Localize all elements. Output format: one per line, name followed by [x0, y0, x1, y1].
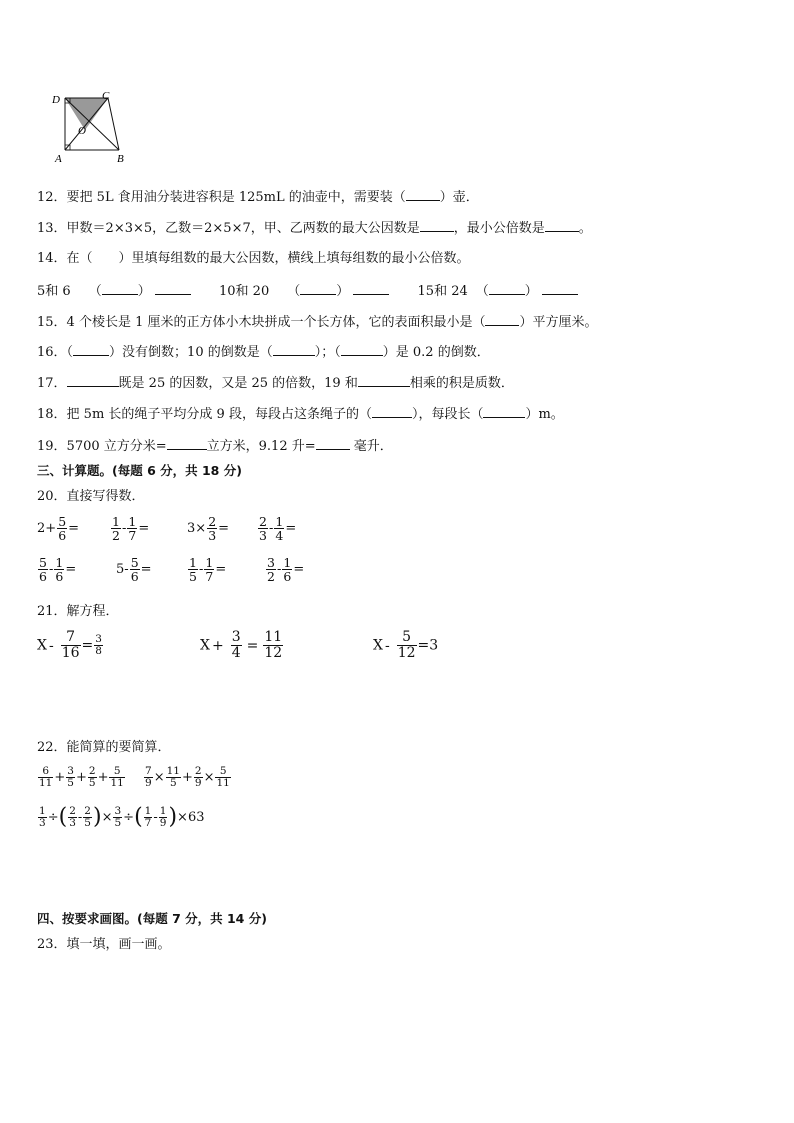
- math-symbol: ): [168, 804, 178, 830]
- numerator: 2: [259, 514, 267, 529]
- fraction: [166, 766, 181, 789]
- math-symbol: =: [138, 521, 150, 536]
- fraction: [258, 515, 268, 542]
- answer-blank[interactable]: [489, 282, 525, 295]
- numerator: 7: [145, 765, 152, 777]
- math-symbol: ÷: [47, 810, 59, 825]
- denominator: 4: [231, 645, 241, 661]
- numerator: 1: [189, 555, 197, 570]
- numerator: 1: [39, 805, 46, 817]
- label-c: C: [102, 90, 110, 102]
- fraction: [109, 766, 124, 789]
- denominator: 5: [84, 817, 91, 829]
- fraction: [130, 556, 140, 583]
- q20-expr-6: [116, 556, 152, 583]
- q20-expr-4: [257, 515, 296, 542]
- label-a: A: [55, 153, 62, 165]
- denominator: 5: [189, 569, 197, 584]
- label-o: O: [78, 125, 86, 137]
- math-symbol: ×: [101, 810, 113, 825]
- fraction: [54, 556, 64, 583]
- fraction: [94, 634, 103, 657]
- math-symbol: (: [58, 804, 68, 830]
- denominator: 16: [61, 645, 80, 661]
- fraction: [61, 630, 81, 661]
- denominator: 5: [169, 777, 177, 789]
- trapezoid-figure: [45, 88, 135, 168]
- denominator: 11: [39, 777, 53, 789]
- denominator: 9: [145, 777, 152, 789]
- denominator: 6: [130, 569, 139, 584]
- answer-blank[interactable]: [316, 437, 350, 450]
- numerator: 6: [38, 766, 53, 778]
- answer-blank[interactable]: [358, 374, 410, 387]
- numerator: 1: [112, 514, 120, 529]
- denominator: 11: [110, 777, 124, 789]
- math-symbol: -: [268, 521, 274, 536]
- math-symbol: -: [153, 810, 158, 825]
- fraction: [204, 556, 214, 583]
- q20-expr-2: [110, 515, 149, 542]
- answer-blank[interactable]: [485, 313, 519, 326]
- fraction: [68, 806, 77, 829]
- math-symbol: X: [373, 637, 383, 654]
- numerator: 3: [267, 555, 275, 570]
- answer-blank[interactable]: [102, 282, 138, 295]
- q20-expr-7: [187, 556, 226, 583]
- numerator: 3: [231, 629, 241, 645]
- denominator: 9: [194, 777, 202, 789]
- math-symbol: -: [48, 562, 54, 577]
- math-symbol: =: [68, 521, 80, 536]
- q20-expr-1: [37, 515, 79, 542]
- math-symbol: =: [246, 637, 259, 654]
- q22-expr-1: [37, 766, 126, 789]
- answer-blank[interactable]: [341, 343, 383, 356]
- fraction: [38, 556, 48, 583]
- denominator: 12: [264, 645, 283, 661]
- math-symbol: ×: [153, 770, 165, 785]
- q20-expr-8: [265, 556, 304, 583]
- question-12: 12．要把 5L 食用油分装进容积是 125mL 的油壶中，需要装（ ）壶．: [37, 190, 479, 205]
- label-d: D: [52, 94, 60, 106]
- numerator: 1: [55, 555, 64, 570]
- q20-expr-3: [187, 515, 229, 542]
- answer-blank[interactable]: [67, 374, 119, 387]
- answer-blank[interactable]: [372, 405, 412, 418]
- fraction: [215, 766, 230, 789]
- question-21-title: 21．解方程．: [37, 604, 119, 619]
- denominator: 8: [95, 645, 102, 657]
- numerator: 3: [114, 805, 122, 817]
- numerator: 2: [88, 765, 96, 777]
- math-symbol: 3: [187, 521, 196, 536]
- numerator: 1: [144, 805, 152, 817]
- denominator: 3: [69, 817, 76, 829]
- fraction: [231, 630, 242, 661]
- denominator: 7: [144, 817, 152, 829]
- math-symbol: -: [121, 521, 127, 536]
- answer-blank[interactable]: [300, 282, 336, 295]
- q21-equation-2: [200, 630, 284, 661]
- math-symbol: =: [293, 562, 305, 577]
- answer-blank[interactable]: [155, 282, 191, 295]
- question-18: 18．把 5m 长的绳子平均分成 9 段，每段占这条绳子的（ ），每段长（ ）m。: [37, 407, 564, 422]
- q22-expr-3: [37, 806, 204, 829]
- denominator: 12: [397, 645, 416, 661]
- numerator: 1: [128, 514, 137, 529]
- numerator: 2: [84, 805, 91, 817]
- question-14: 14．在（ ）里填每组数的最大公因数，横线上填每组数的最小公倍数。: [37, 251, 470, 266]
- question-22-title: 22．能简算的要简算．: [37, 740, 171, 755]
- numerator: 5: [109, 766, 124, 778]
- answer-blank[interactable]: [353, 282, 389, 295]
- math-symbol: =: [218, 521, 230, 536]
- question-16: 16．（ ）没有倒数；10 的倒数是（ ）；（ ）是 0.2 的倒数．: [37, 345, 490, 360]
- fraction: [144, 766, 153, 789]
- numerator: 3: [67, 765, 74, 777]
- q21-equation-1: [37, 630, 104, 661]
- denominator: 2: [112, 528, 120, 543]
- math-symbol: ÷: [123, 810, 135, 825]
- fraction: [207, 515, 217, 542]
- denominator: 6: [55, 569, 64, 584]
- fraction: [397, 630, 417, 661]
- fraction: [83, 806, 92, 829]
- math-symbol: 3: [429, 637, 439, 654]
- answer-blank[interactable]: [167, 437, 207, 450]
- math-symbol: 5: [116, 562, 125, 577]
- math-symbol: ×: [195, 521, 207, 536]
- numerator: 1: [283, 555, 292, 570]
- fraction: [113, 806, 122, 829]
- question-20-title: 20．直接写得数．: [37, 489, 145, 504]
- question-15: 15．4 个棱长是 1 厘米的正方体小木块拼成一个长方体，它的表面积最小是（ ）平方厘米。: [37, 315, 598, 330]
- math-symbol: -: [48, 637, 54, 654]
- numerator: 5: [215, 766, 230, 778]
- denominator: 6: [39, 569, 47, 584]
- answer-blank[interactable]: [545, 219, 579, 232]
- denominator: 4: [275, 528, 284, 543]
- numerator: 11: [166, 765, 180, 777]
- label-b: B: [117, 153, 124, 165]
- math-symbol: ×: [203, 770, 215, 785]
- section-3-heading: 三、计算题。(每题 6 分，共 18 分): [37, 463, 242, 478]
- answer-blank[interactable]: [420, 219, 454, 232]
- numerator: 2: [69, 805, 76, 817]
- numerator: 2: [194, 765, 202, 777]
- answer-blank[interactable]: [273, 343, 315, 356]
- question-19: 19．5700 立方分米= 立方米，9.12 升= 毫升．: [37, 439, 393, 454]
- math-symbol: 63: [187, 810, 205, 825]
- fraction: [266, 556, 276, 583]
- denominator: 7: [128, 528, 137, 543]
- section-4-heading: 四、按要求画图。(每题 7 分，共 14 分): [37, 911, 267, 926]
- math-symbol: +: [181, 770, 193, 785]
- numerator: 5: [130, 555, 139, 570]
- math-symbol: -: [77, 810, 83, 825]
- question-23: 23．填一填，画一画。: [37, 937, 171, 952]
- answer-blank[interactable]: [406, 188, 440, 201]
- fraction: [111, 515, 121, 542]
- denominator: 6: [283, 569, 292, 584]
- numerator: 5: [397, 630, 417, 646]
- denominator: 7: [205, 569, 214, 584]
- numerator: 5: [58, 514, 67, 529]
- denominator: 5: [114, 817, 122, 829]
- edge-cb: [108, 98, 119, 150]
- fraction: [263, 630, 283, 661]
- denominator: 3: [208, 528, 217, 543]
- q22-expr-2: [143, 766, 232, 789]
- numerator: 7: [61, 630, 81, 646]
- answer-blank[interactable]: [483, 405, 525, 418]
- numerator: 2: [208, 514, 217, 529]
- fraction: [66, 766, 75, 789]
- math-symbol: X: [37, 637, 47, 654]
- fraction: [38, 806, 47, 829]
- denominator: 11: [216, 777, 230, 789]
- fraction: [159, 806, 168, 829]
- q20-expr-5: [37, 556, 76, 583]
- math-symbol: -: [276, 562, 282, 577]
- math-symbol: =: [417, 637, 430, 654]
- denominator: 5: [67, 777, 74, 789]
- math-symbol: -: [124, 562, 129, 577]
- fraction: [88, 766, 97, 789]
- numerator: 5: [39, 555, 47, 570]
- math-symbol: +: [75, 770, 87, 785]
- math-symbol: ×: [177, 810, 188, 825]
- math-symbol: -: [198, 562, 204, 577]
- numerator: 1: [205, 555, 214, 570]
- fraction: [144, 806, 153, 829]
- denominator: 2: [267, 569, 275, 584]
- math-symbol: +: [45, 521, 57, 536]
- numerator: 1: [159, 805, 167, 817]
- math-symbol: =: [215, 562, 227, 577]
- math-symbol: -: [384, 637, 390, 654]
- math-symbol: +: [211, 637, 224, 654]
- fraction: [127, 515, 137, 542]
- math-symbol: =: [81, 637, 94, 654]
- denominator: 6: [58, 528, 67, 543]
- shaded-triangle: [65, 98, 108, 130]
- math-symbol: =: [140, 562, 152, 577]
- fraction: [38, 766, 53, 789]
- math-symbol: ): [92, 804, 102, 830]
- denominator: 5: [88, 777, 96, 789]
- math-symbol: 2: [37, 521, 46, 536]
- fraction: [57, 515, 67, 542]
- denominator: 9: [159, 817, 167, 829]
- fraction: [188, 556, 198, 583]
- answer-blank[interactable]: [73, 343, 109, 356]
- denominator: 3: [39, 817, 46, 829]
- numerator: 3: [95, 633, 102, 645]
- math-symbol: (: [134, 804, 143, 830]
- fraction: [282, 556, 292, 583]
- fraction: [274, 515, 284, 542]
- q21-equation-3: [373, 630, 438, 661]
- question-13: 13．甲数＝2×3×5，乙数＝2×5×7，甲、乙两数的最大公因数是 ，最小公倍数是 。: [37, 221, 592, 236]
- math-symbol: +: [54, 770, 66, 785]
- math-symbol: X: [200, 637, 210, 654]
- math-symbol: =: [285, 521, 297, 536]
- answer-blank[interactable]: [542, 282, 578, 295]
- math-symbol: +: [97, 770, 109, 785]
- numerator: 11: [264, 629, 283, 645]
- question-14-groups: 5和 6 （ ） 10和 20 （ ） 15和 24 （ ）: [37, 282, 578, 301]
- math-symbol: =: [65, 562, 77, 577]
- denominator: 3: [259, 528, 267, 543]
- numerator: 1: [275, 514, 284, 529]
- question-17: 17． 既是 25 的因数，又是 25 的倍数，19 和 相乘的积是质数．: [37, 376, 514, 391]
- fraction: [194, 766, 203, 789]
